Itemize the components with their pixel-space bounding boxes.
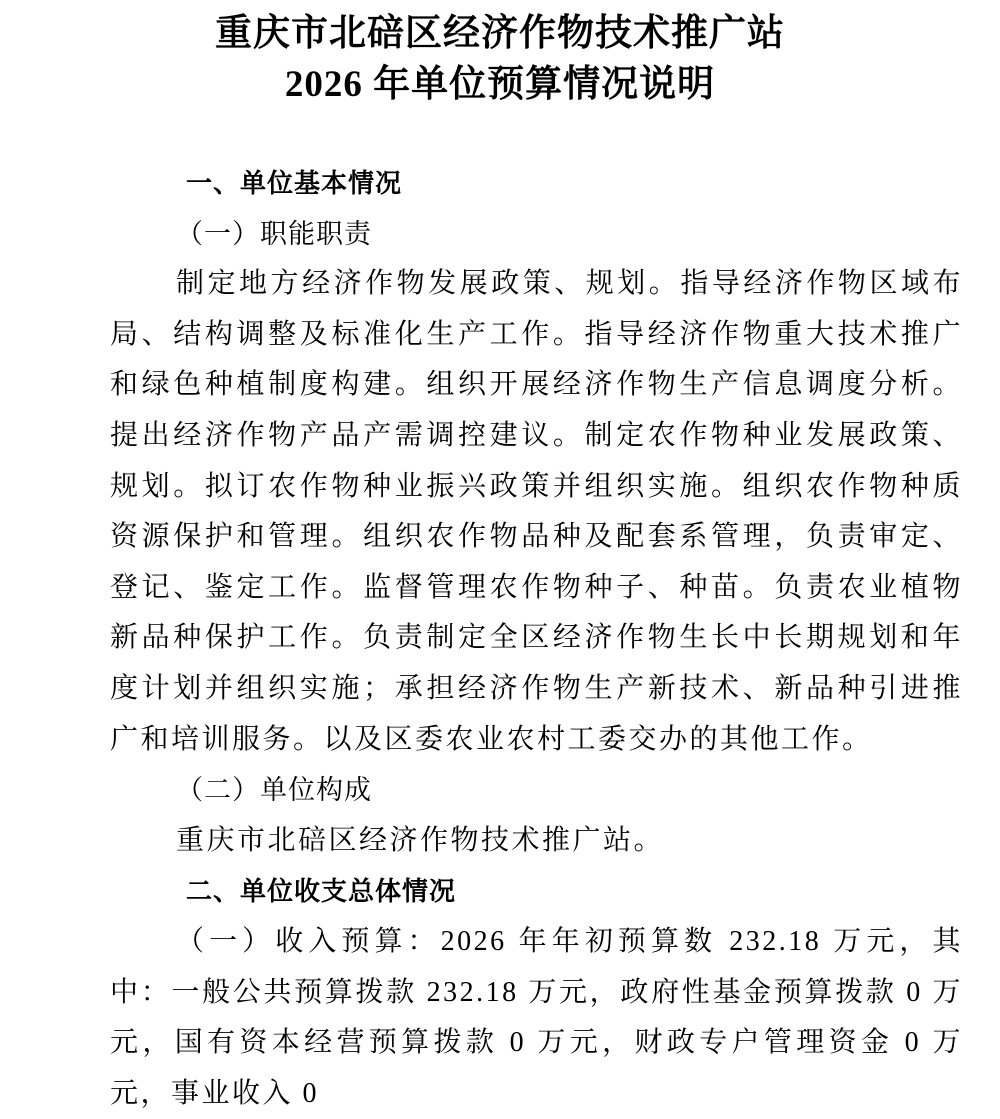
paragraph-unit-composition: 重庆市北碚区经济作物技术推广站。 (176, 824, 665, 856)
document-title (0, 0, 1000, 110)
paragraph-income-budget: （一）收入预算：2026 年年初预算数 232.18 万元，其中：一般公共预算拨款 232.18 万元，政府性基金预算拨款 0 万元，国有资本经营预算拨款 0 万元，财政专户管理资金 0 万元，事业收入 0 (110, 925, 963, 1109)
subsection-heading-unit-composition: （二）单位构成 (176, 775, 372, 806)
section-heading-revenue-expenditure-overview: 二、单位收支总体情况 (186, 876, 457, 907)
document-title-line2: 2026 年单位预算情况说明 (284, 64, 716, 105)
subsection-heading-duties: （一）职能职责 (176, 218, 372, 249)
document-title-line1: 重庆市北碚区经济作物技术推广站 (215, 13, 785, 54)
section-heading-unit-basic-info: 一、单位基本情况 (186, 168, 403, 198)
paragraph-duties: 制定地方经济作物发展政策、规划。指导经济作物区域布局、结构调整及标准化生产工作。指导经济作物重大技术推广和绿色种植制度构建。组织开展经济作物生产信息调度分析。提出经济作物产品产需调控建议。制定农作物种业发展政策、规划。拟订农作物种业振兴政策并组织实施。组织农作物种质资源保护和管理。组织农作物品种及配套系管理，负责审定、登记、鉴定工作。监督管理农作物种子、种苗。负责农业植物新品种保护工作。负责制定全区经济作物生长中长期规划和年度计划并组织实施；承担经济作物生产新技术、新品种引进推广和培训服务。以及区委农业农村工委交办的其他工作。 (110, 268, 963, 755)
document-body (110, 158, 963, 1119)
